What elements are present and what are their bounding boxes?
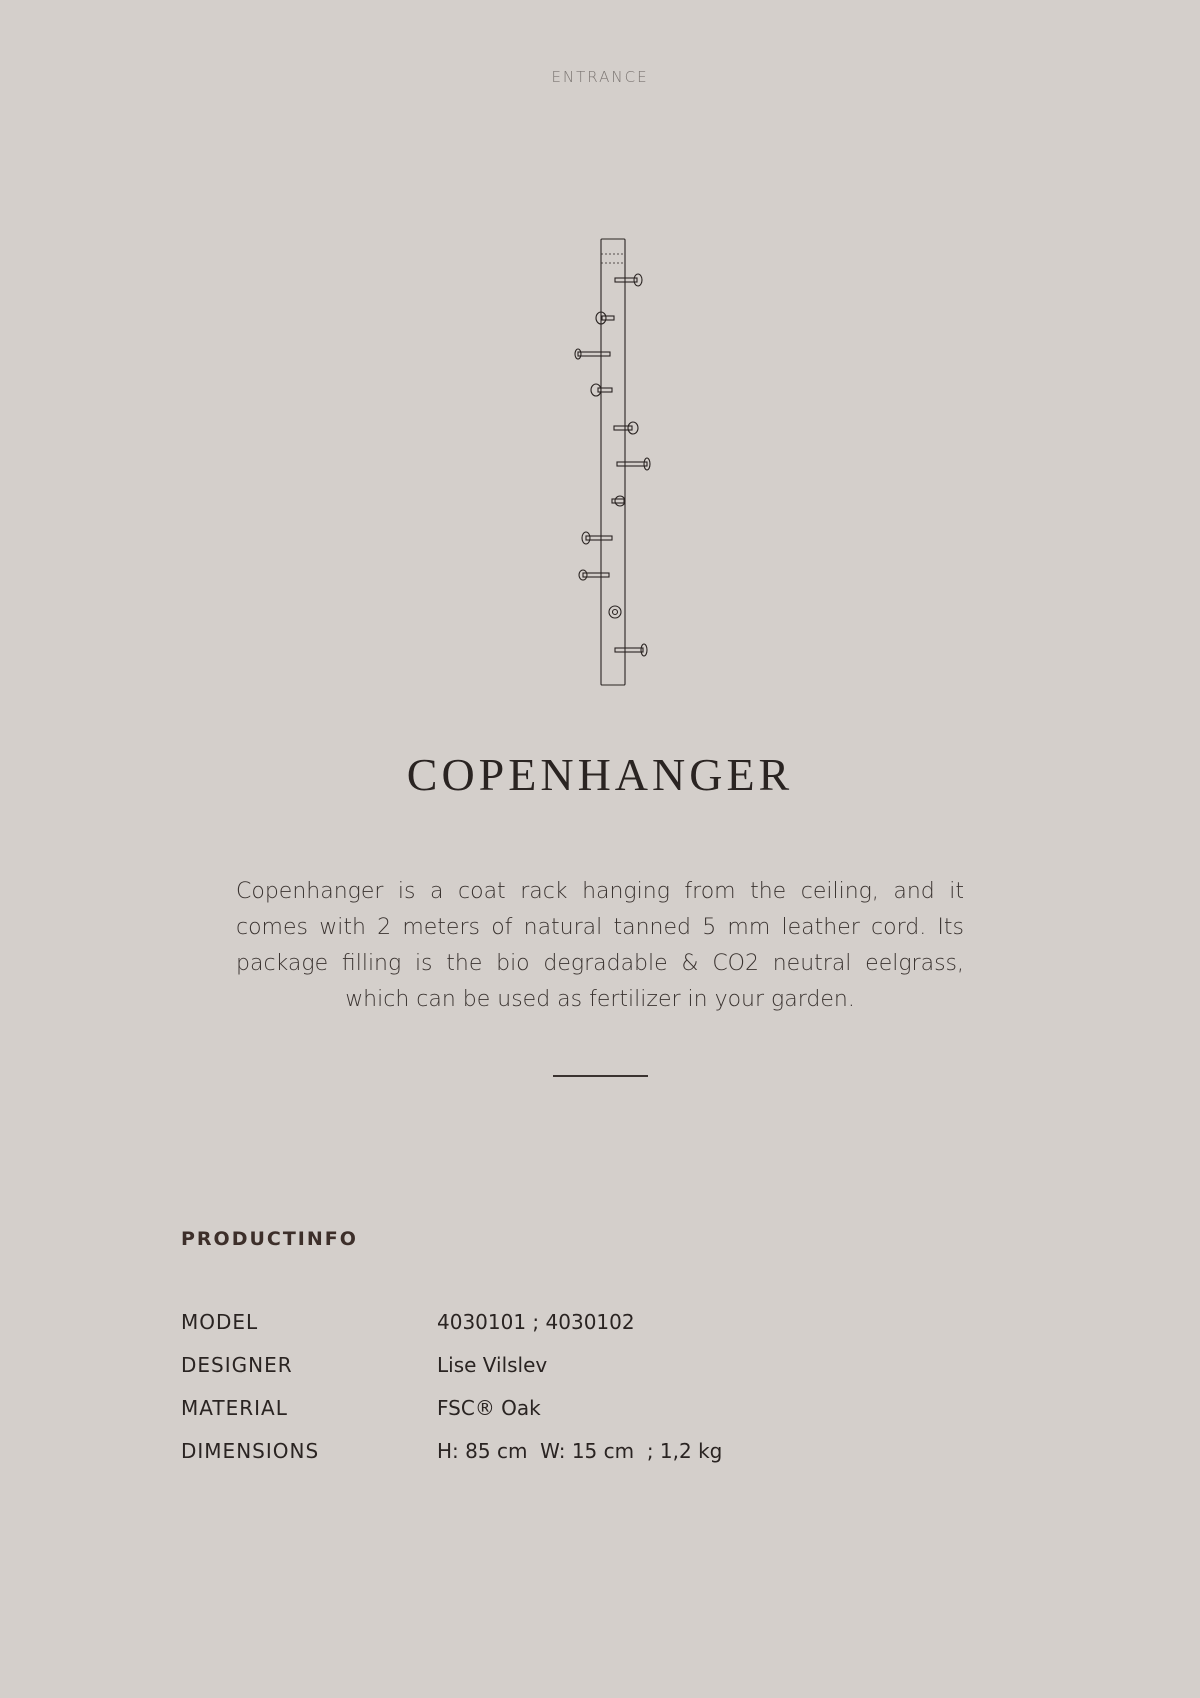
info-label: DIMENSIONS [181,1438,320,1463]
info-row-designer [181,1343,881,1386]
peg-2 [596,312,614,324]
product-title: COPENHANGER [406,749,794,800]
info-label: MATERIAL [181,1395,288,1420]
info-row-model [181,1300,881,1343]
divider [553,1075,648,1077]
section-label: ENTRANCE [551,68,649,86]
info-value: H: 85 cm W: 15 cm ; 1,2 kg [437,1438,723,1463]
peg-8 [582,532,612,544]
info-value: FSC® Oak [437,1395,541,1420]
info-value: 4030101 ; 4030102 [437,1309,635,1334]
peg-1 [615,274,642,286]
peg-9 [579,570,609,580]
info-value: Lise Vilslev [437,1352,548,1377]
info-label: MODEL [181,1309,259,1334]
info-row-material [181,1386,881,1429]
productinfo-heading: PRODUCTINFO [181,1228,358,1250]
peg-6 [617,458,650,470]
peg-7 [612,496,625,506]
peg-11 [615,644,647,656]
peg-10 [609,606,621,618]
coat-rack-illustration [560,230,660,690]
productinfo-table [181,1300,881,1472]
info-row-dimensions [181,1429,881,1472]
peg-5 [614,422,638,434]
info-label: DESIGNER [181,1352,293,1377]
product-description: Copenhanger is a coat rack hanging from the ceiling, and it comes with 2 meters of natural tanned 5 mm leather cord. Its package filling is the bio degradable & CO2 neutral eelgrass, which can be used as fertilizer in your garden. [236,879,964,1012]
peg-3 [575,349,610,359]
